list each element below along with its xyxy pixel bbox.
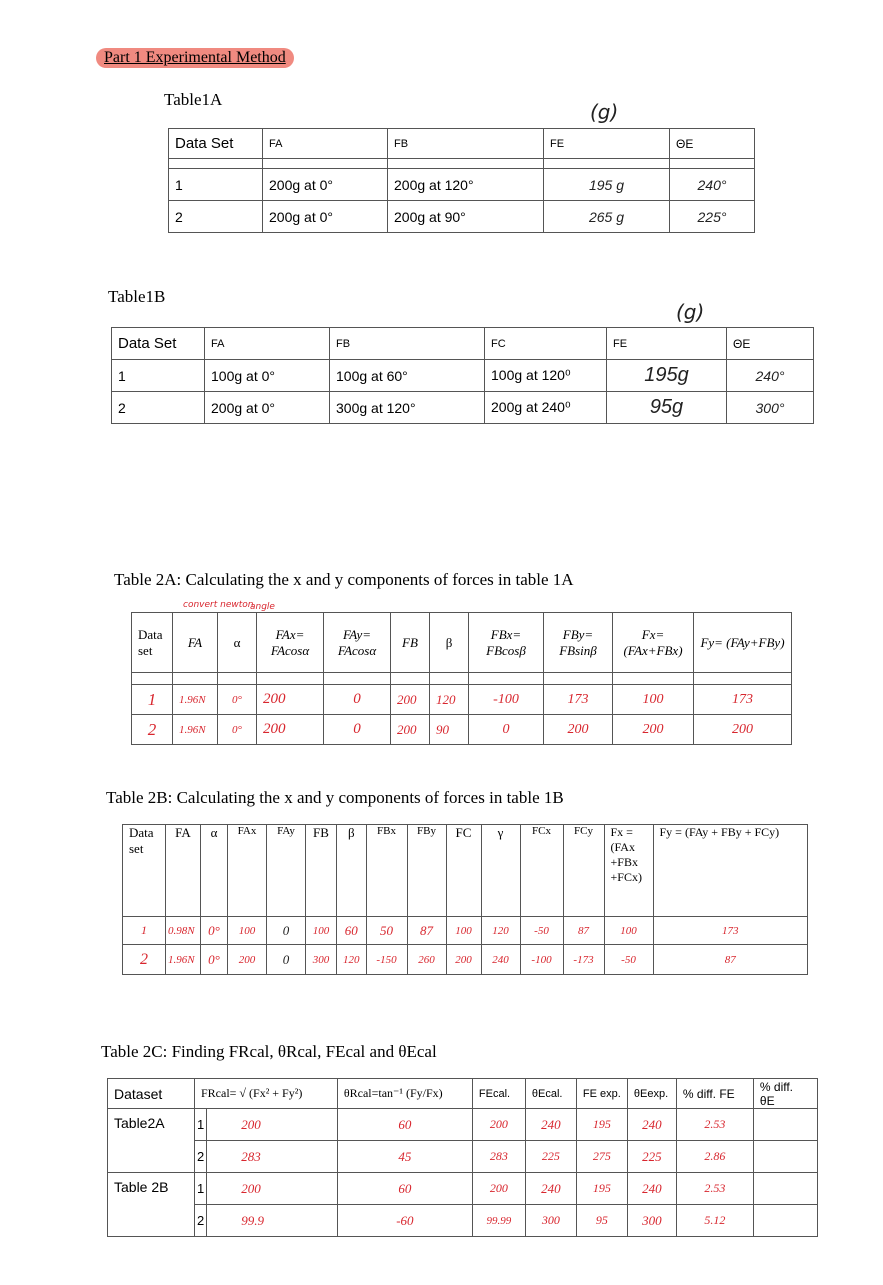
t2c-cell: 60 [337, 1173, 472, 1205]
t2b-cell: 50 [366, 917, 407, 945]
t1b-cell: 100g at 120⁰ [485, 360, 607, 392]
t2b-cell: 240 [481, 945, 520, 975]
t1b-header: ΘE [727, 328, 814, 360]
t2a-cell: 200 [257, 685, 324, 715]
t2b-header: FBy [407, 825, 446, 917]
t1b-cell: 195g [607, 360, 727, 392]
t2c-cell: 283 [207, 1141, 338, 1173]
t2b-cell: 2 [123, 945, 166, 975]
t1b-cell: 200g at 240⁰ [485, 392, 607, 424]
t2c-cell: 195 [576, 1173, 627, 1205]
t2a-cell: 1 [132, 685, 173, 715]
t2c-cell: 300 [525, 1205, 576, 1237]
t1b-cell: 95g [607, 392, 727, 424]
t2b-cell: 173 [653, 917, 808, 945]
t2a-cell: 200 [613, 715, 694, 745]
t1a-header: FB [388, 129, 544, 159]
t1a-header: FE [544, 129, 670, 159]
t2a-header: FBy= FBsinβ [544, 613, 613, 673]
t2c-cell: 225 [627, 1141, 676, 1173]
t2b-cell: 260 [407, 945, 446, 975]
table-row [112, 360, 814, 392]
t2b-header: α [201, 825, 228, 917]
t2c-cell: 240 [627, 1109, 676, 1141]
t1a-cell: 1 [169, 169, 263, 201]
t1b-header: FE [607, 328, 727, 360]
t1b-cell: 200g at 0° [205, 392, 330, 424]
t2c-cell: 240 [627, 1173, 676, 1205]
t2c-cell: 1 [195, 1173, 207, 1205]
t1b-cell: 100g at 60° [330, 360, 485, 392]
t1a-cell: 200g at 0° [263, 201, 388, 233]
t2c-cell: 240 [525, 1173, 576, 1205]
t2c-cell: 2.53 [676, 1173, 753, 1205]
t2a-cell: 0 [324, 715, 391, 745]
t2b-cell: 100 [306, 917, 337, 945]
t1a-header: FA [263, 129, 388, 159]
table2c-caption: Table 2C: Finding FRcal, θRcal, FEcal and θEcal [101, 1042, 437, 1061]
t2b-cell: 0° [201, 945, 228, 975]
t2a-cell: 0° [218, 685, 257, 715]
table-row [169, 201, 755, 233]
t2c-header: % diff. FE [676, 1079, 753, 1109]
t1b-cell: 1 [112, 360, 205, 392]
table-row [132, 685, 792, 715]
t2c-header: θEexp. [627, 1079, 676, 1109]
t2b-cell: -50 [520, 917, 563, 945]
t2a-cell: 200 [391, 685, 430, 715]
table1a-unit-note: (g) [590, 100, 619, 124]
t2a-cell: 173 [694, 685, 792, 715]
t1a-cell: 2 [169, 201, 263, 233]
t1a-cell: 265 g [544, 201, 670, 233]
t1a-cell: 240° [670, 169, 755, 201]
t2c-group-label: Table2A [108, 1109, 195, 1173]
t2c-header: Dataset [108, 1079, 195, 1109]
t2b-cell: 87 [407, 917, 446, 945]
t1b-cell: 2 [112, 392, 205, 424]
t2c-header: θRcal=tan⁻¹ (Fy/Fx) [337, 1079, 472, 1109]
t2a-header: FBx= FBcosβ [469, 613, 544, 673]
t2b-cell: 60 [337, 917, 367, 945]
t2c-cell: 200 [207, 1173, 338, 1205]
t2a-header: FA [173, 613, 218, 673]
t2a-cell: 200 [257, 715, 324, 745]
table-row [123, 945, 808, 975]
t2b-cell: -100 [520, 945, 563, 975]
t2c-cell: 2.86 [676, 1141, 753, 1173]
t2c-cell: 195 [576, 1109, 627, 1141]
t2b-cell: 1 [123, 917, 166, 945]
t2a-header: Fx= (FAx+FBx) [613, 613, 694, 673]
t2b-cell: 100 [228, 917, 267, 945]
t2a-cell: 0 [469, 715, 544, 745]
table-2a [131, 612, 792, 745]
t2c-cell: 200 [472, 1173, 525, 1205]
t2a-header: α [218, 613, 257, 673]
t2b-cell: -173 [563, 945, 604, 975]
t2c-cell: 275 [576, 1141, 627, 1173]
t2c-cell: 5.12 [676, 1205, 753, 1237]
t2c-cell: 200 [207, 1109, 338, 1141]
t2b-cell: 120 [481, 917, 520, 945]
t2c-cell: 60 [337, 1109, 472, 1141]
t2a-annotation: convert newton [183, 600, 254, 610]
t2c-cell: 95 [576, 1205, 627, 1237]
table-row [112, 392, 814, 424]
t2a-cell: 2 [132, 715, 173, 745]
table-row [108, 1205, 818, 1237]
t1a-cell: 225° [670, 201, 755, 233]
t2b-cell: 300 [306, 945, 337, 975]
t2b-cell: 100 [446, 917, 481, 945]
table-row [123, 917, 808, 945]
t1b-cell: 240° [727, 360, 814, 392]
t2c-header: FRcal= √ (Fx² + Fy²) [195, 1079, 338, 1109]
t2c-cell: 99.99 [472, 1205, 525, 1237]
t2a-cell: 200 [544, 715, 613, 745]
t2c-cell: 240 [525, 1109, 576, 1141]
table1b-unit-note: (g) [676, 300, 705, 324]
t2b-cell: 0 [267, 945, 306, 975]
t2b-cell: 0 [267, 917, 306, 945]
table-1a [168, 128, 755, 233]
t1b-header: FB [330, 328, 485, 360]
t2a-header: FAy= FAcosα [324, 613, 391, 673]
t2b-header: FAx [228, 825, 267, 917]
t2a-cell: 200 [391, 715, 430, 745]
t2c-cell: 300 [627, 1205, 676, 1237]
t2a-header: FB [391, 613, 430, 673]
t2b-header: FA [166, 825, 201, 917]
t2c-cell: 45 [337, 1141, 472, 1173]
t2c-cell: 200 [472, 1109, 525, 1141]
t2c-cell: 99.9 [207, 1205, 338, 1237]
t1b-header: FC [485, 328, 607, 360]
t2a-annotation: angle [250, 602, 275, 612]
t2b-cell: 1.96N [166, 945, 201, 975]
t2a-cell: 120 [430, 685, 469, 715]
t2c-cell: 1 [195, 1109, 207, 1141]
t2c-cell: 2 [195, 1141, 207, 1173]
t2b-cell: 0.98N [166, 917, 201, 945]
t1b-header: Data Set [112, 328, 205, 360]
t1a-header: ΘE [670, 129, 755, 159]
t2b-header: Fx = (FAx +FBx +FCx) [604, 825, 653, 917]
t2c-cell: -60 [337, 1205, 472, 1237]
table-row [108, 1109, 818, 1141]
t2b-cell: 200 [228, 945, 267, 975]
t2a-cell: 1.96N [173, 685, 218, 715]
table-1b [111, 327, 814, 424]
t2b-header: Data set [123, 825, 166, 917]
t2b-header: FC [446, 825, 481, 917]
t2a-cell: 200 [694, 715, 792, 745]
t2b-cell: 87 [563, 917, 604, 945]
t2a-cell: 0 [324, 685, 391, 715]
t2b-cell: -150 [366, 945, 407, 975]
table2b-caption: Table 2B: Calculating the x and y components of forces in table 1B [106, 788, 564, 807]
t1b-header: FA [205, 328, 330, 360]
t2b-cell: 100 [604, 917, 653, 945]
t1a-cell: 200g at 90° [388, 201, 544, 233]
t2c-cell: 2.53 [676, 1109, 753, 1141]
t2b-cell: 87 [653, 945, 808, 975]
t2b-header: FB [306, 825, 337, 917]
t2c-header: FEcal. [472, 1079, 525, 1109]
t2a-header: β [430, 613, 469, 673]
t2b-header: Fy = (FAy + FBy + FCy) [653, 825, 808, 917]
t2b-cell: 120 [337, 945, 367, 975]
t2b-header: FCx [520, 825, 563, 917]
t2a-header: FAx= FAcosα [257, 613, 324, 673]
table1b-caption: Table1B [108, 287, 166, 306]
t2c-header: FE exp. [576, 1079, 627, 1109]
t2a-header: Fy= (FAy+FBy) [694, 613, 792, 673]
part-header: Part 1 Experimental Method [96, 48, 294, 68]
table-row [169, 169, 755, 201]
t2b-header: FBx [366, 825, 407, 917]
t1a-cell: 200g at 120° [388, 169, 544, 201]
t2b-header: β [337, 825, 367, 917]
t1a-header: Data Set [169, 129, 263, 159]
t1a-cell: 200g at 0° [263, 169, 388, 201]
t2b-cell: 200 [446, 945, 481, 975]
t2b-header: FAy [267, 825, 306, 917]
t2a-header: Data set [132, 613, 173, 673]
t2a-cell: 100 [613, 685, 694, 715]
t2a-cell: 90 [430, 715, 469, 745]
t1a-cell: 195 g [544, 169, 670, 201]
t2c-cell: 283 [472, 1141, 525, 1173]
t2c-cell: 225 [525, 1141, 576, 1173]
table-row [108, 1141, 818, 1173]
table-row [108, 1173, 818, 1205]
t2a-cell: 173 [544, 685, 613, 715]
table-row [132, 715, 792, 745]
table1a-caption: Table1A [164, 90, 223, 109]
t2b-cell: 0° [201, 917, 228, 945]
t2b-cell: -50 [604, 945, 653, 975]
table2a-caption: Table 2A: Calculating the x and y components of forces in table 1A [114, 570, 574, 589]
t2c-cell: 2 [195, 1205, 207, 1237]
t2c-group-label: Table 2B [108, 1173, 195, 1237]
t1b-cell: 300° [727, 392, 814, 424]
t1b-cell: 300g at 120° [330, 392, 485, 424]
table-2c [107, 1078, 818, 1237]
table-2b [122, 824, 808, 975]
t2a-cell: 0° [218, 715, 257, 745]
t2b-header: FCy [563, 825, 604, 917]
t2a-cell: -100 [469, 685, 544, 715]
t1b-cell: 100g at 0° [205, 360, 330, 392]
t2b-header: γ [481, 825, 520, 917]
t2a-cell: 1.96N [173, 715, 218, 745]
t2c-header: θEcal. [525, 1079, 576, 1109]
t2c-header: % diff. θE [753, 1079, 817, 1109]
